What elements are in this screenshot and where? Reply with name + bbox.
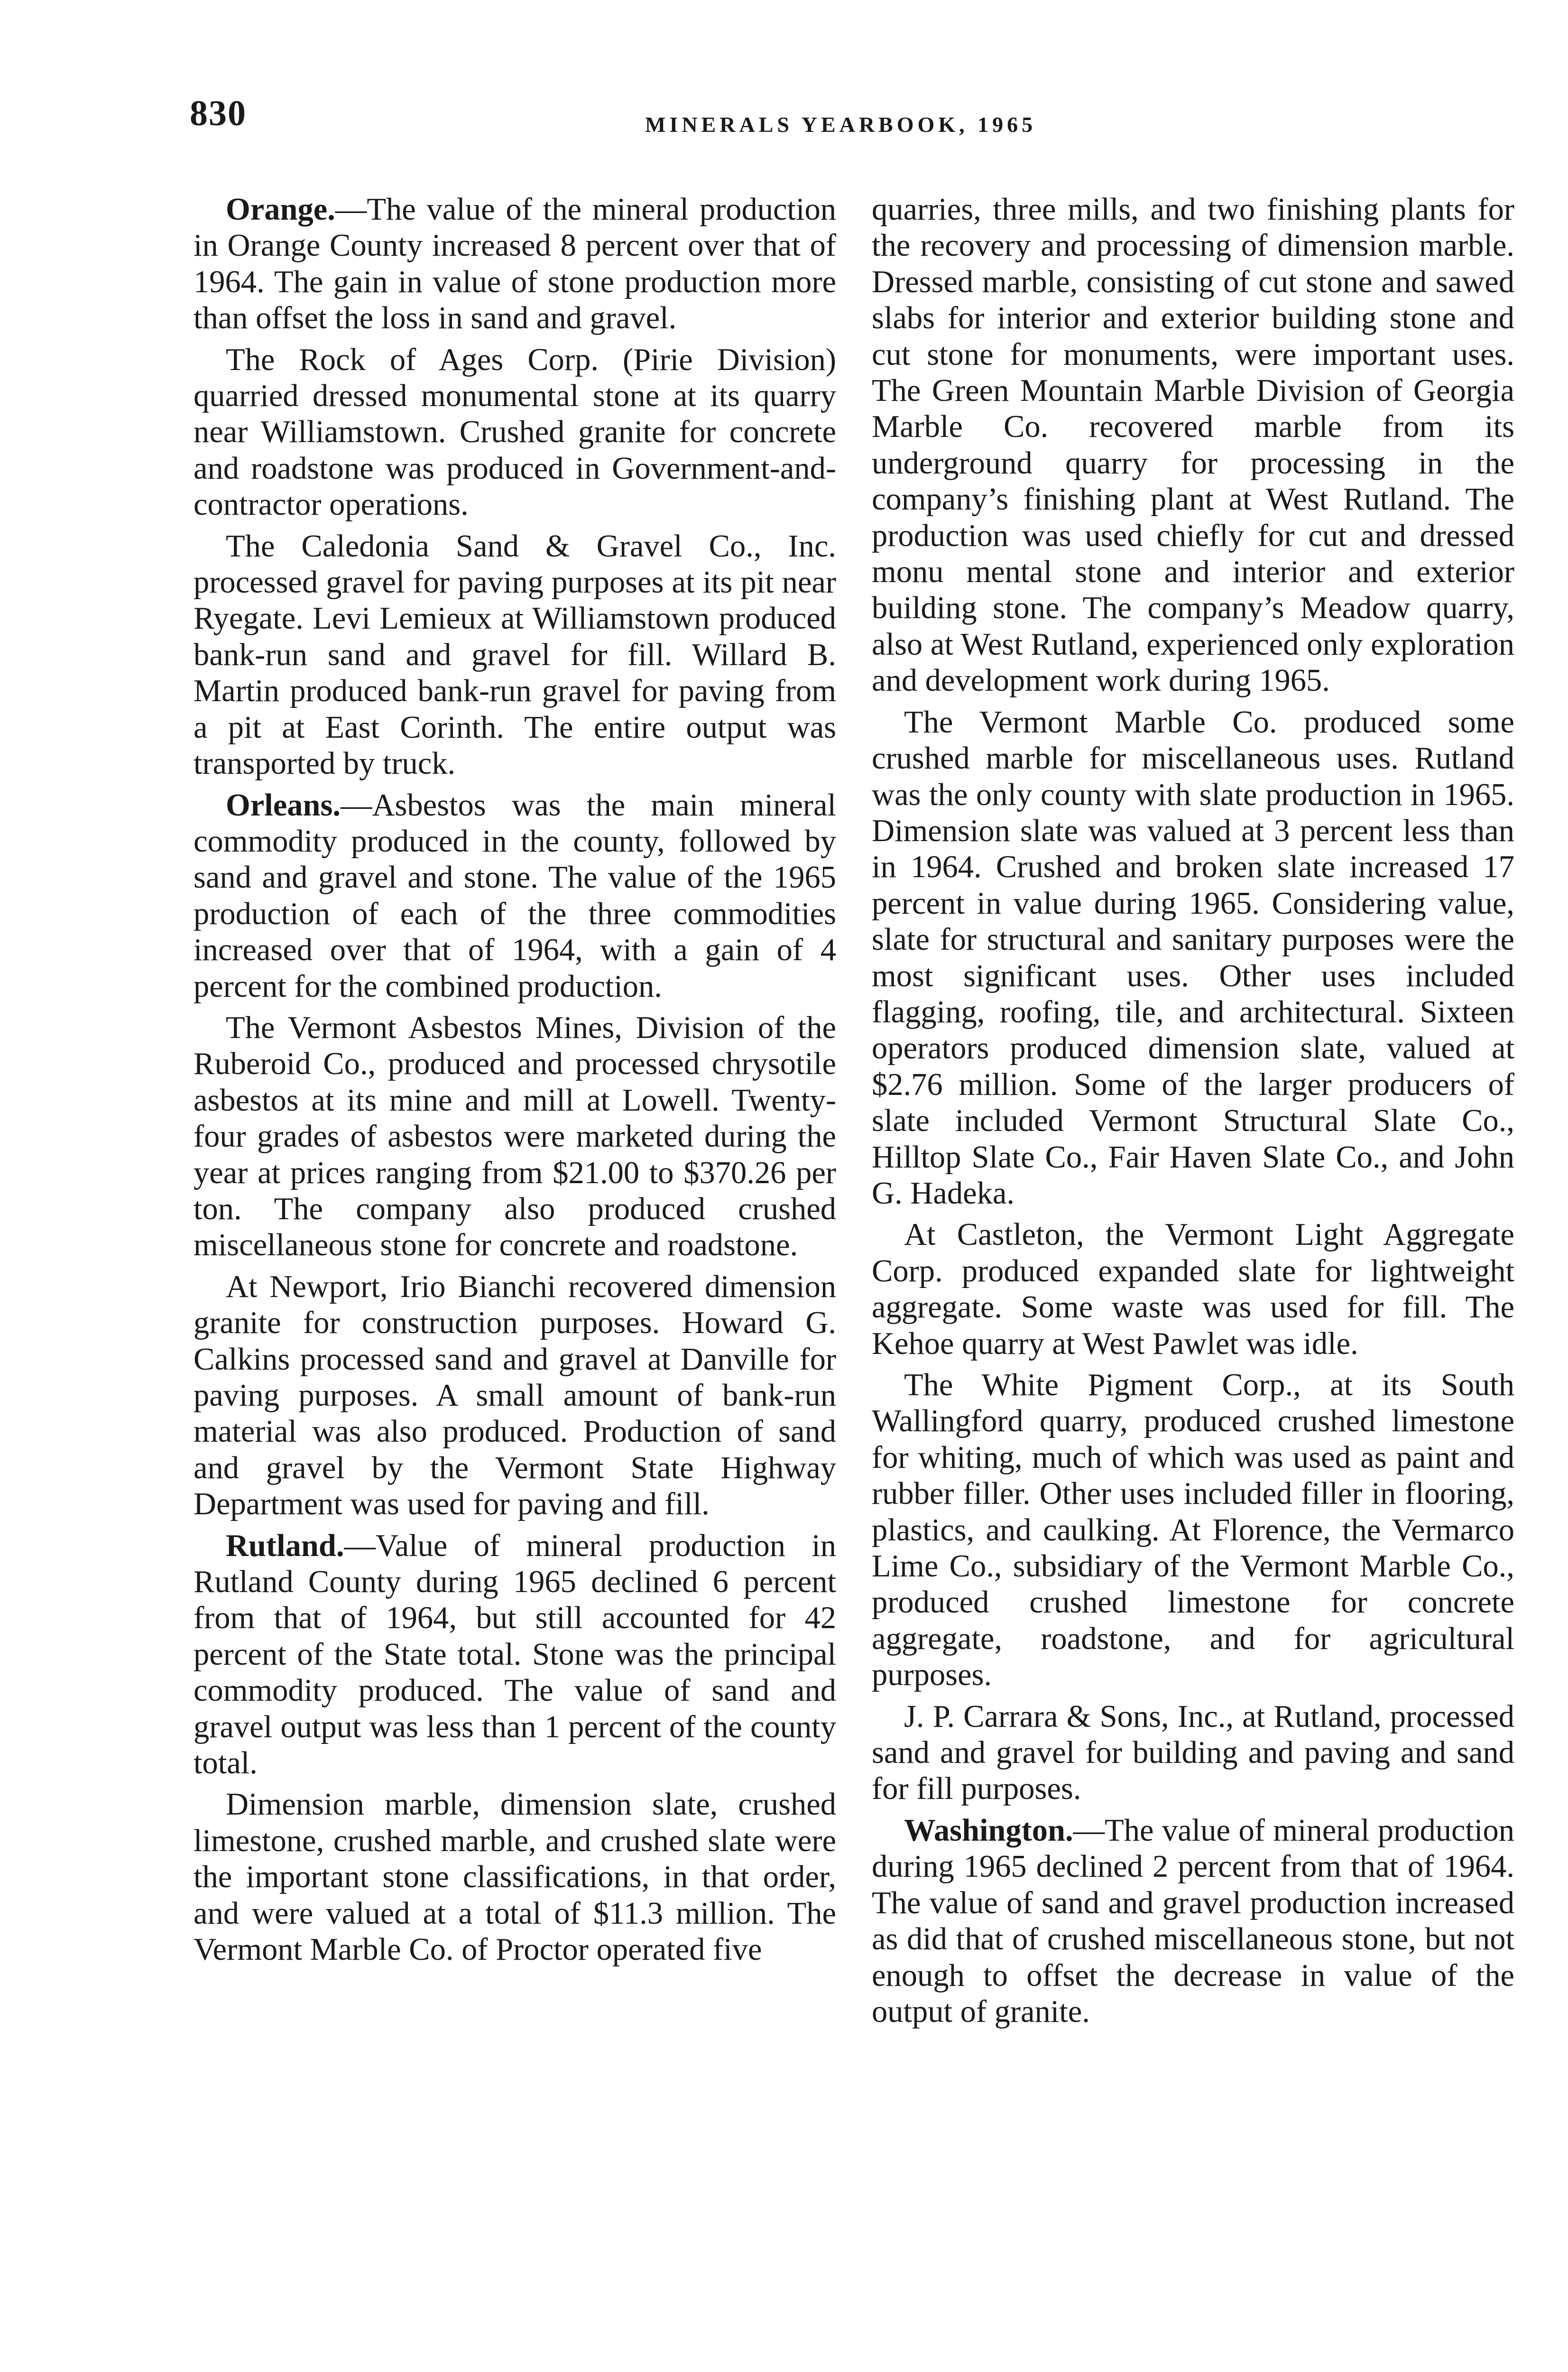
page-number: 830 [190, 93, 247, 133]
section-heading-orleans: Orleans. [226, 788, 341, 823]
paragraph-orleans [194, 788, 836, 1005]
paragraph-vermont-marble-crushed: The Vermont Marble Co. produced some crushed marble for miscellaneous uses. Rutland was the only county with slate production in 1965. Dimension slate was valued at 3 percent less than in 1964. Crushed and broken slate increased 17 percent in value during 1965. Considering value, slate for structural and sanitary purposes were the most significant uses. Other uses included flagging, roofing, tile, and architectural. Sixteen operators produced dimension slate, valued at $2.76 million. Some of the larger producers of slate included Vermont Structural Slate Co., Hilltop Slate Co., Fair Haven Slate Co., and John G. Hadeka. [872, 704, 1514, 1211]
paragraph-newport: At Newport, Irio Bianchi recovered dimension granite for construction purposes. Howard G. Calkins processed sand and gravel at Danville for paving purposes. A small amount of bank-run material was also produced. Production of sand and gravel by the Vermont State Highway Department was used for paving and fill. [194, 1269, 836, 1522]
paragraph-text: —Asbestos was the main mineral commodity produced in the county, followed by sand and gravel and stone. The value of the 1965 production of each of the three commodities increased over that of 1964, with a gain of 4 percent for the combined production. [194, 788, 836, 1004]
section-heading-rutland: Rutland. [226, 1528, 344, 1563]
paragraph-orange [194, 192, 836, 337]
paragraph-text: —The value of mineral production during 1965 declined 2 percent from that of 1964. The value of sand and gravel production increased as did that of crushed miscellaneous stone, but not enough to offset the decrease in value of the output of granite. [872, 1813, 1514, 2029]
paragraph-rock-of-ages: The Rock of Ages Corp. (Pirie Division) quarried dressed monumental stone at its quarry near Williamstown. Crushed granite for concrete and roadstone was produced in Government-and-contractor operations. [194, 342, 836, 522]
paragraph-vermont-asbestos: The Vermont Asbestos Mines, Division of the Ruberoid Co., produced and processed chrysotile asbestos at its mine and mill at Lowell. Twenty-four grades of asbestos were marketed during the year at prices ranging from $21.00 to $370.26 per ton. The company also produced crushed miscellaneous stone for concrete and roadstone. [194, 1010, 836, 1263]
section-heading-washington: Washington. [904, 1813, 1073, 1848]
paragraph-quarries-continued: quarries, three mills, and two finishing plants for the recovery and processing of dimension marble. Dressed marble, consisting of cut stone and sawed slabs for interior and exterior building stone and cut stone for monuments, were important uses. The Green Mountain Marble Division of Georgia Marble Co. recovered marble from its underground quarry for processing in the company’s finishing plant at West Rutland. The production was used chiefly for cut and dressed monu mental stone and interior and exterior building stone. The company’s Meadow quarry, also at West Rutland, experienced only exploration and development work during 1965. [872, 192, 1514, 698]
right-column [872, 192, 1514, 2035]
paragraph-washington [872, 1813, 1514, 2030]
paragraph-rutland [194, 1528, 836, 1782]
paragraph-text: —Value of mineral production in Rutland County during 1965 declined 6 percent from that of 1964, but still accounted for 42 percent of the State total. Stone was the principal commodity produced. The value of sand and gravel output was less than 1 percent of the county total. [194, 1528, 836, 1781]
section-heading-orange: Orange. [226, 192, 335, 227]
running-head: MINERALS YEARBOOK, 1965 [645, 112, 1037, 137]
paragraph-caledonia: The Caledonia Sand & Gravel Co., Inc. processed gravel for paving purposes at its pit near Ryegate. Levi Lemieux at Williamstown produced bank-run sand and gravel for fill. Willard B. Martin produced bank-run gravel for paving from a pit at East Corinth. The entire output was transported by truck. [194, 528, 836, 781]
paragraph-carrara: J. P. Carrara & Sons, Inc., at Rutland, processed sand and gravel for building and paving and sand for fill purposes. [872, 1699, 1514, 1807]
paragraph-dimension-marble: Dimension marble, dimension slate, crushed limestone, crushed marble, and crushed slate were the important stone classifications, in that order, and were valued at a total of $11.3 million. The Vermont Marble Co. of Proctor operated five [194, 1787, 836, 1967]
paragraph-white-pigment: The White Pigment Corp., at its South Wallingford quarry, produced crushed limestone for whiting, much of which was used as paint and rubber filler. Other uses included filler in flooring, plastics, and caulking. At Florence, the Vermarco Lime Co., subsidiary of the Vermont Marble Co., produced crushed limestone for concrete aggregate, roadstone, and for agricultural purposes. [872, 1368, 1514, 1693]
paragraph-castleton: At Castleton, the Vermont Light Aggregate Corp. produced expanded slate for lightweight aggregate. Some waste was used for fill. The Kehoe quarry at West Pawlet was idle. [872, 1217, 1514, 1361]
left-column [194, 192, 836, 1974]
page-header [0, 0, 1568, 171]
paragraph-text: —The value of the mineral production in Orange County increased 8 percent over that of 1964. The gain in value of stone production more than offset the loss in sand and gravel. [194, 192, 836, 336]
